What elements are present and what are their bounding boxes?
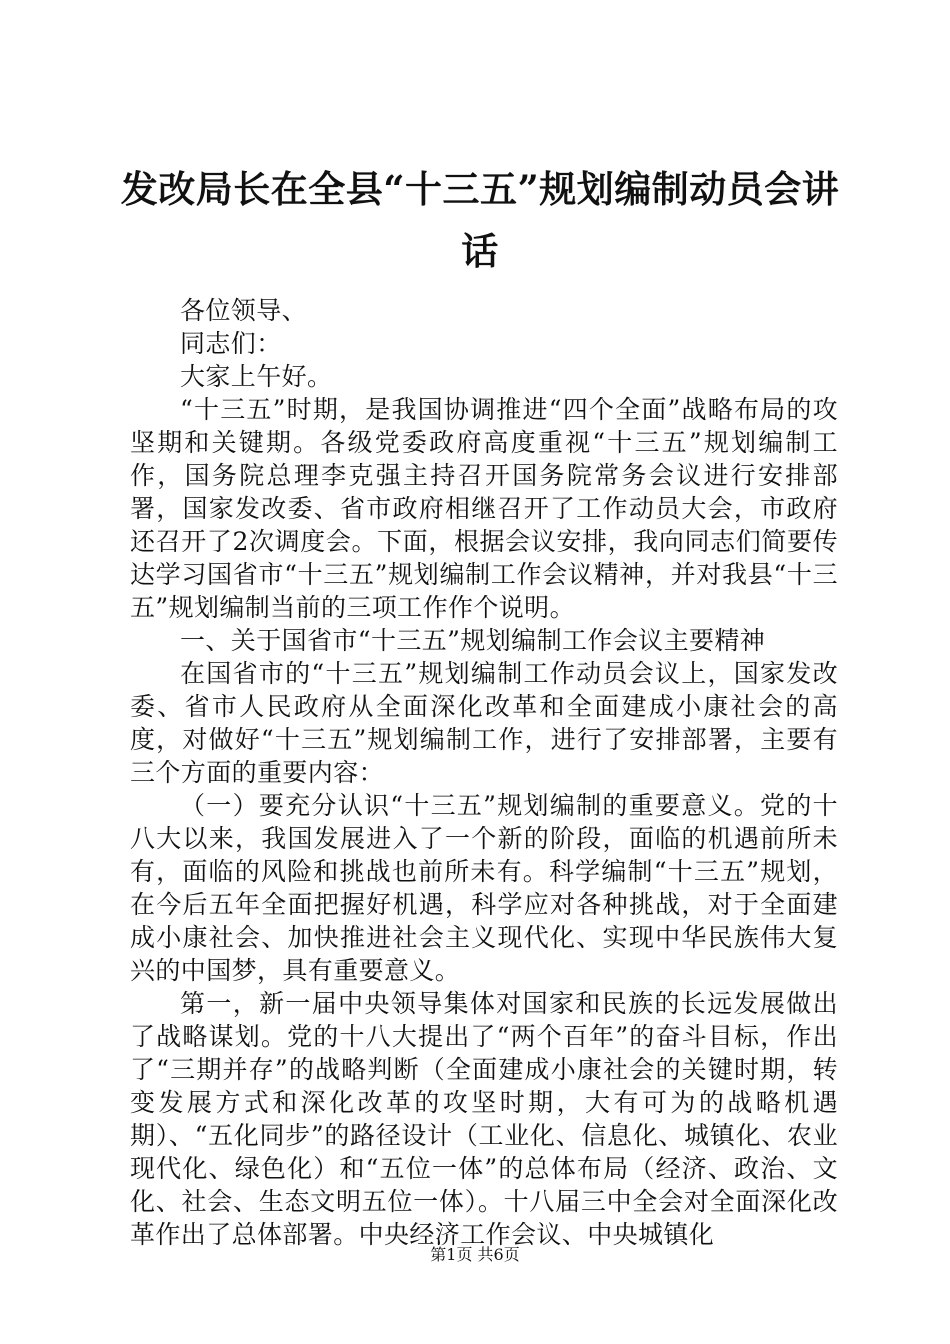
paragraph-intro: “十三五”时期，是我国协调推进“四个全面”战略布局的攻坚期和关键期。各级党委政府高度重视“十三五”规划编制工作，国务院总理李克强主持召开国务院常务会议进行安排部署，国家发改委、省市政府相继召开了工作动员大会，市政府还召开了2次调度会。下面，根据会议安排，我向同志们简要传达学习国省市“十三五”规划编制工作会议精神，并对我县“十三五”规划编制当前的三项工作作个说明。 [130, 395, 838, 622]
salutation-comrades: 同志们： [180, 329, 282, 358]
page-footer: 第1页 共6页 [430, 1245, 520, 1264]
paragraph-first-point: 第一，新一届中央领导集体对国家和民族的长远发展做出了战略谋划。党的十八大提出了“两个百年”的奋斗目标，作出了“三期并存”的战略判断（全面建成小康社会的关键时期，转变发展方式和深化改革的攻坚时期，大有可为的战略机遇期）、“五化同步”的路径设计（工业化、信息化、城镇化、农业现代化、绿色化）和“五位一体”的总体布局（经济、政治、文化、社会、生态文明五位一体）。十八届三中全会对全面深化改革作出了总体部署。中央经济工作会议、中央城镇化 [130, 989, 838, 1249]
section-heading-one: 一、关于国省市“十三五”规划编制工作会议主要精神 [180, 626, 766, 655]
document-title: 发改局长在全县“十三五”规划编制动员会讲话 [120, 167, 840, 273]
salutation-leaders: 各位领导、 [180, 296, 308, 325]
greeting: 大家上午好。 [180, 362, 333, 391]
paragraph-significance: （一）要充分认识“十三五”规划编制的重要意义。党的十八大以来，我国发展进入了一个新的阶段，面临的机遇前所未有，面临的风险和挑战也前所未有。科学编制“十三五”规划，在今后五年全面把握好机遇，科学应对各种挑战，对于全面建成小康社会、加快推进社会主义现代化、实现中华民族伟大复兴的中国梦，具有重要意义。 [130, 791, 838, 985]
document-body [130, 294, 838, 1251]
paragraph-meeting-spirit: 在国省市的“十三五”规划编制工作动员会议上，国家发改委、省市人民政府从全面深化改革和全面建成小康社会的高度，对做好“十三五”规划编制工作，进行了安排部署，主要有三个方面的重要内容： [130, 659, 838, 787]
